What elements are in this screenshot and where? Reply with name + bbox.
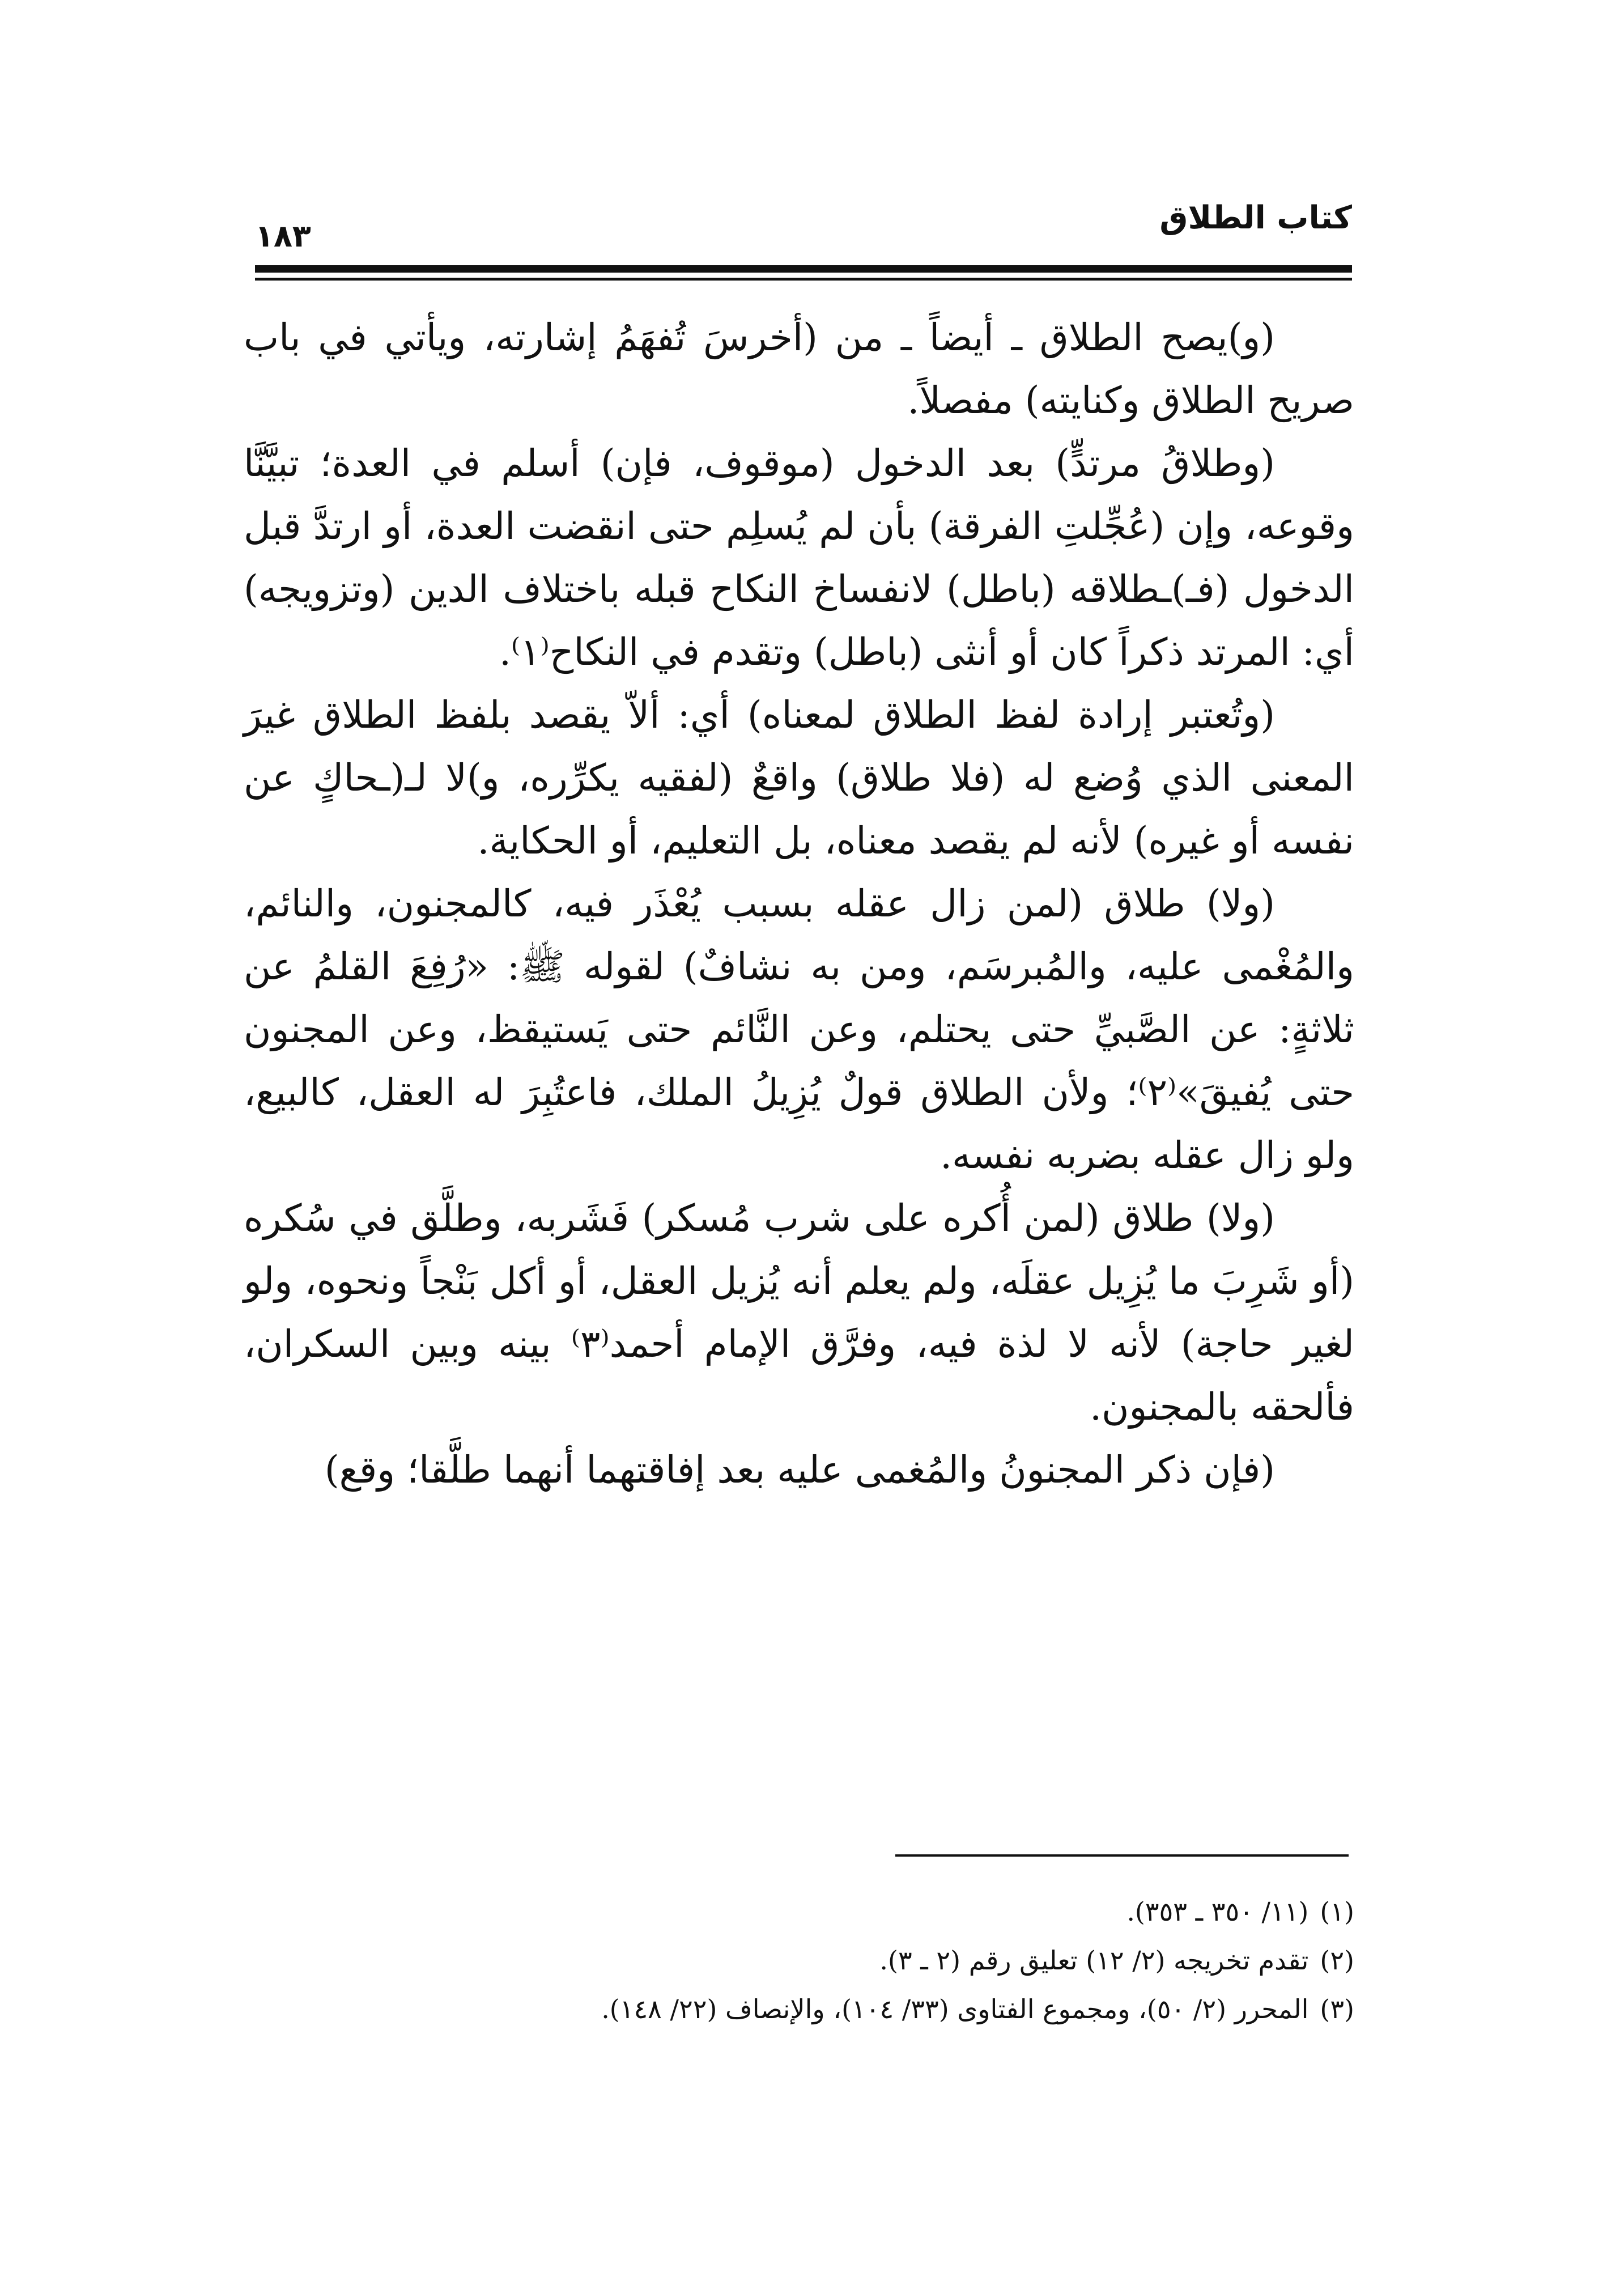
paragraph: (وتُعتبر إرادة لفظ الطلاق لمعناه) أي: ألاّ يقصد بلفظ الطلاق غيرَ المعنى الذي وُضع له (فلا طلاق) واقعٌ (لفقيه يكرِّره، و)لا لـ(ـحاكٍ عن نفسه أو غيره) لأنه لم يقصد معناه، بل التعليم، أو الحكاية.: [244, 693, 1354, 863]
footnote: [244, 1985, 1354, 2033]
header-rule-thin: [255, 278, 1352, 281]
footnote-text: تقدم تخريجه (٢/ ١٢) تعليق رقم (٢ ـ ٣).: [879, 1945, 1309, 1976]
paragraph: (ولا) طلاق (لمن زال عقله بسبب يُعْذَر فيه، كالمجنون، والنائم، والمُغْمى عليه، والمُبرسَم، ومن به نشافٌ) لقوله ﷺ: «رُفِعَ القلمُ عن ثلاثةٍ: عن الصَّبيِّ حتى يحتلم، وعن النَّائم حتى يَستيقظ، وعن المجنون حتى يُفيقَ»⁽٢⁾؛ ولأن الطلاق قولٌ يُزِيلُ الملك، فاعتُبِرَ له العقل، كالبيع، ولو زال عقله بضربه نفسه.: [244, 882, 1355, 1177]
paragraph: (ولا) طلاق (لمن أُكره على شرب مُسكر) فَشَربه، وطلَّق في سُكره (أو شَرِبَ ما يُزِيل عقلَه، ولم يعلم أنه يُزيل العقل، أو أكل بَنْجاً ونحوه، ولو لغير حاجة) لأنه لا لذة فيه، وفرَّق الإمام أحمد⁽٣⁾ بينه وبين السكران، فألحقه بالمجنون.: [244, 1196, 1354, 1429]
header-rule-thick: [255, 265, 1352, 273]
paragraph: (فإن ذكر المجنونُ والمُغمى عليه بعد إفاقتهما أنهما طلَّقا؛ وقع): [324, 1448, 1275, 1492]
paragraph: (وطلاقُ مرتدٍّ) بعد الدخول (موقوف، فإن) أسلم في العدة؛ تبيَّنَّا وقوعه، وإن (عُجِّلتِ الفرقة) بأن لم يُسلِم حتى انقضت العدة، أو ارتدَّ قبل الدخول (فـ)ـطلاقه (باطل) لانفساخ النكاح قبله باختلاف الدين (وتزويجه) أي: المرتد ذكراً كان أو أنثى (باطل) وتقدم في النكاح⁽١⁾.: [244, 441, 1354, 674]
footnote: [244, 1936, 1354, 1985]
footnote-text: (١١/ ٣٥٠ ـ ٣٥٣).: [1126, 1896, 1309, 1927]
running-title: كتاب الطلاق: [1159, 199, 1352, 236]
main-text: [244, 306, 1354, 1501]
footnotes: [244, 1887, 1354, 2033]
paragraph: (و)يصح الطلاق ـ أيضاً ـ من (أخرسَ تُفهَمُ إشارته، ويأتي في باب صريح الطلاق وكنايته) مفصلاً.: [244, 316, 1354, 422]
page-number: ١٨٣: [255, 218, 311, 254]
running-head: [255, 187, 1352, 261]
footnote-marker: (٢): [1320, 1945, 1354, 1976]
footnote-marker: (٣): [1320, 1994, 1354, 2024]
footnote: [244, 1887, 1354, 1936]
footnote-text: المحرر (٢/ ٥٠)، ومجموع الفتاوى (٣٣/ ١٠٤)، والإنصاف (٢٢/ ١٤٨).: [601, 1994, 1309, 2024]
footnote-marker: (١): [1320, 1896, 1354, 1927]
footnote-separator: [895, 1854, 1349, 1857]
